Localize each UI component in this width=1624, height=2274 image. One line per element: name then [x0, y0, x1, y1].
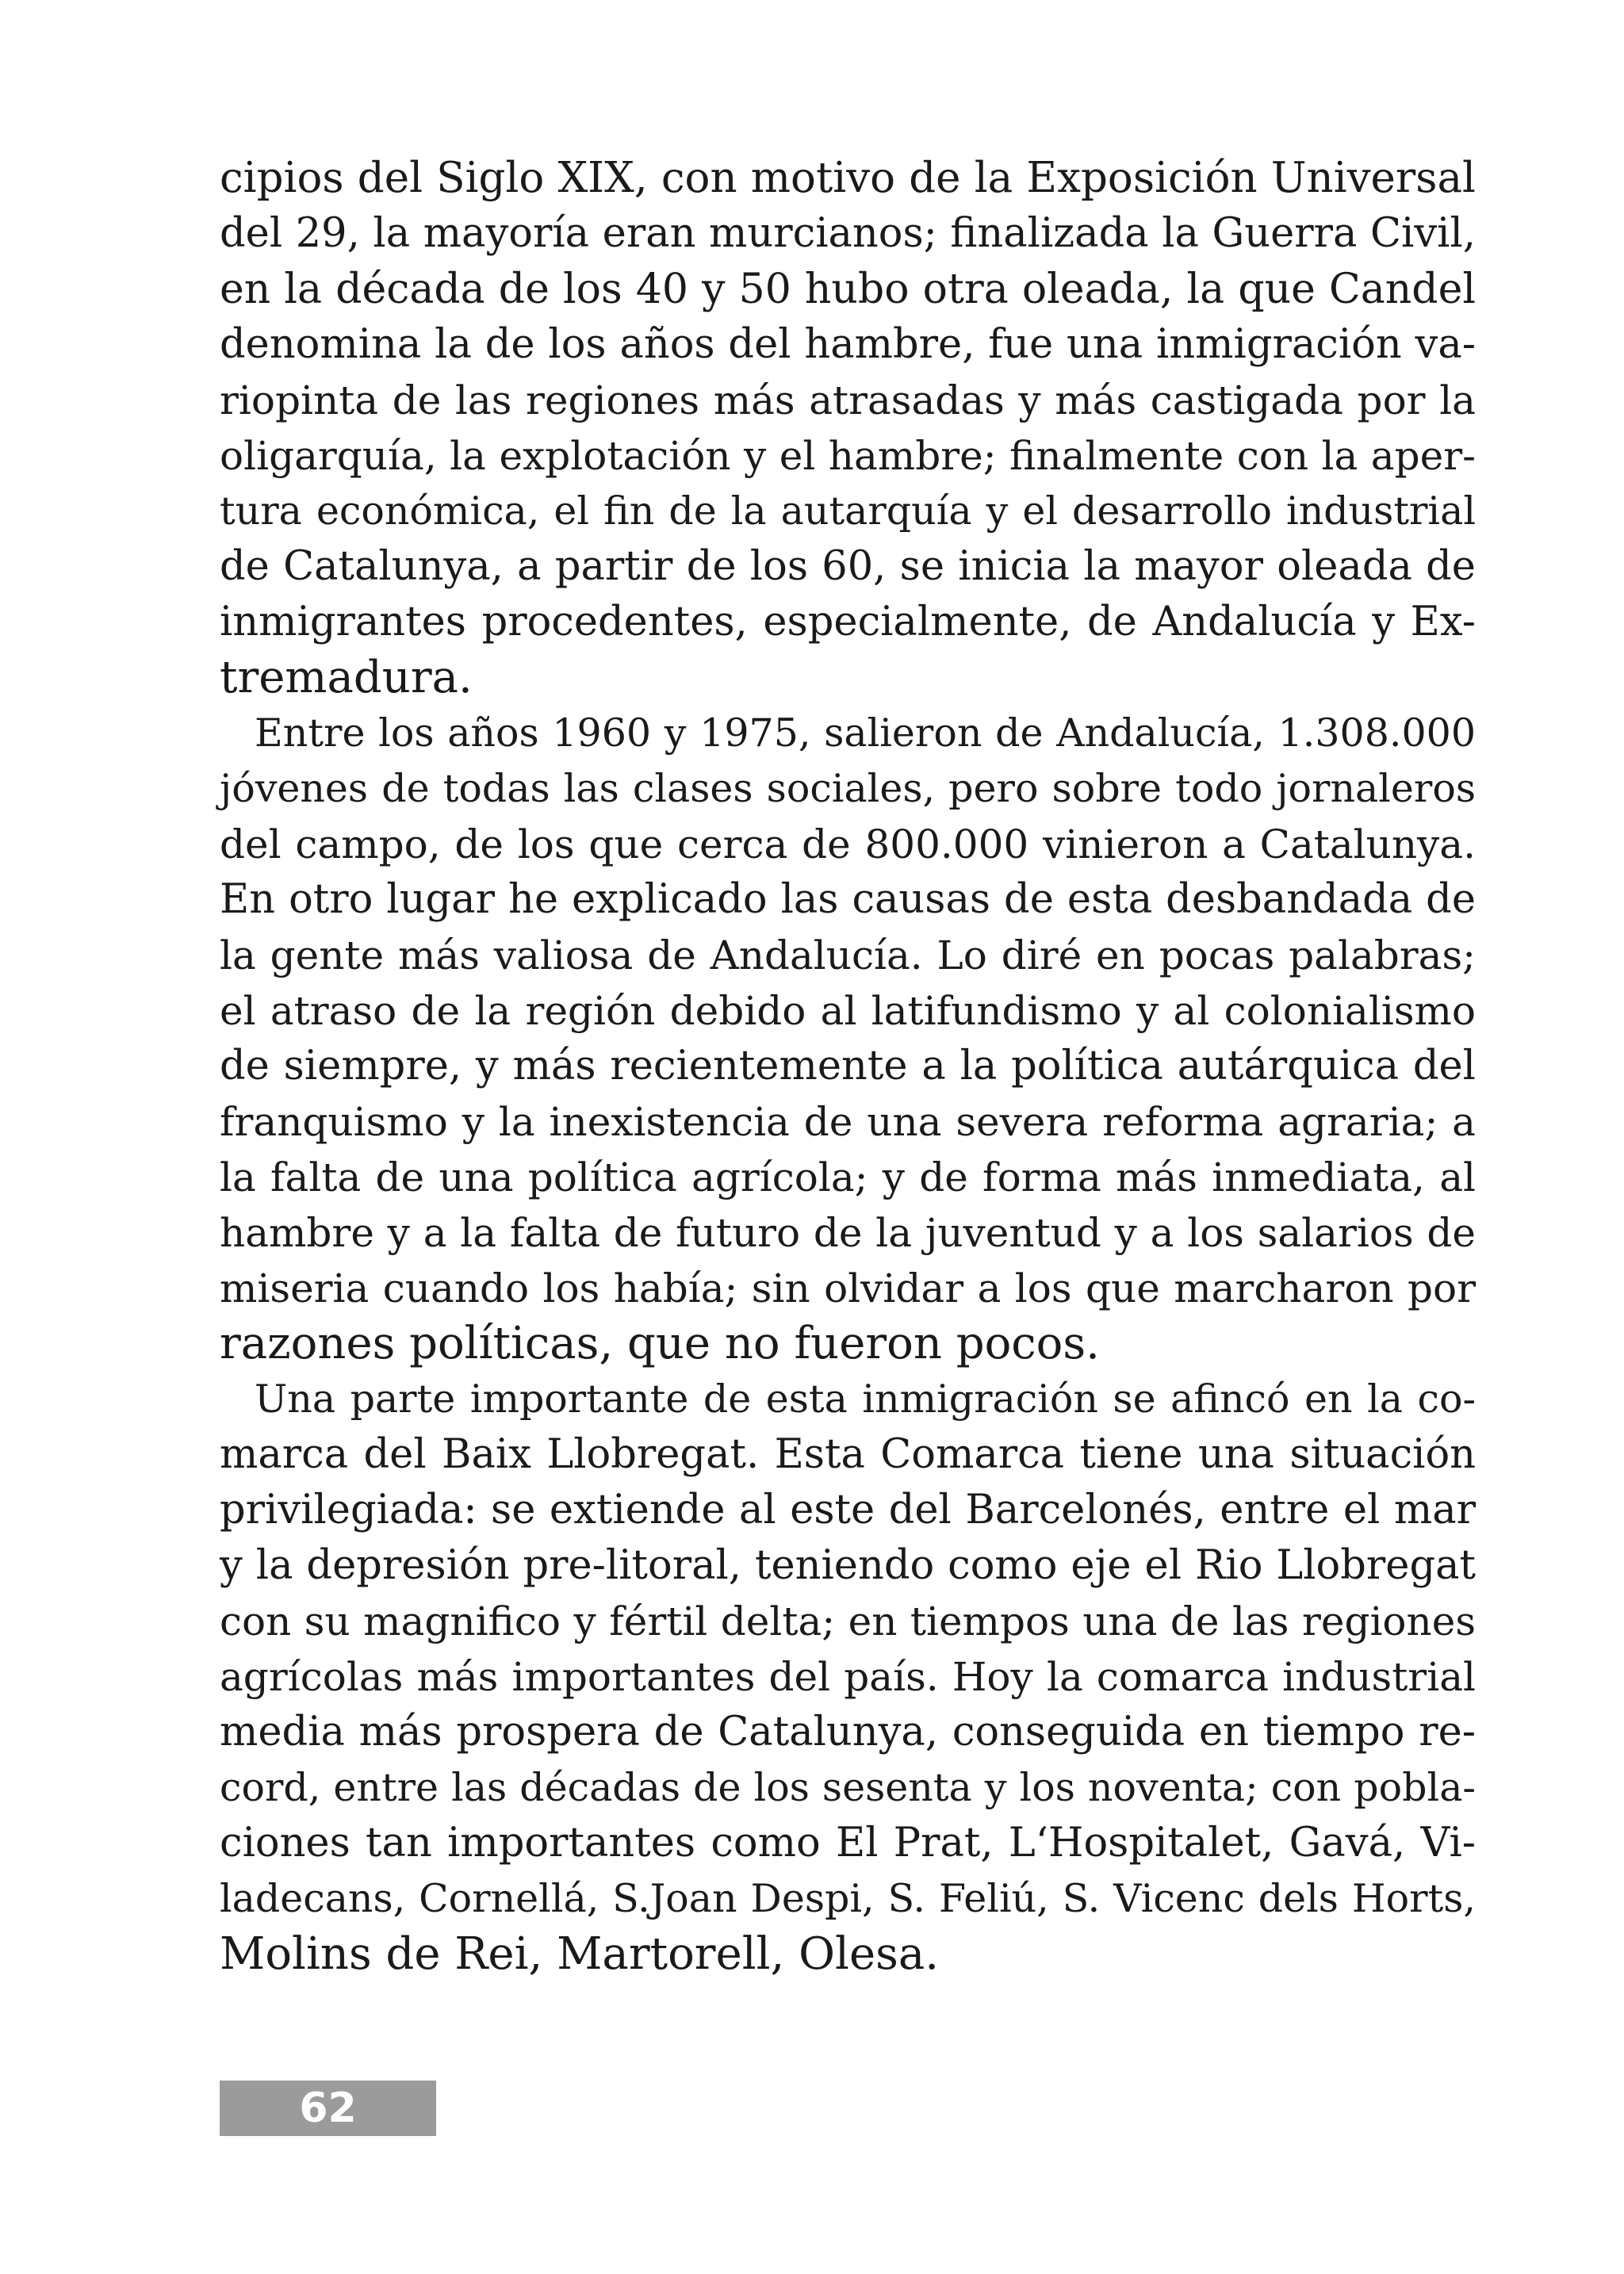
- paragraph: [220, 151, 1476, 706]
- text-line: ladecans, Cornellá, S.Joan Despi, S. Feliú, S. Vicenc dels Horts,: [220, 1876, 1476, 1921]
- text-line: cord, entre las décadas de los sesenta y los noventa; con pobla-: [220, 1765, 1476, 1810]
- text-line: y la depresión pre-litoral, teniendo como eje el Rio Llobregat: [220, 1542, 1476, 1589]
- text-line: del campo, de los que cerca de 800.000 vinieron a Catalunya.: [220, 821, 1476, 867]
- text-line: tura económica, el fin de la autarquía y el desarrollo industrial: [220, 488, 1476, 534]
- body-text: [220, 151, 1476, 1982]
- text-line: de siempre, y más recientemente a la política autárquica del: [220, 1043, 1476, 1089]
- text-line: cipios del Siglo XIX, con motivo de la Exposición Universal: [220, 154, 1476, 202]
- paragraph: [220, 1372, 1476, 1982]
- text-line: oligarquía, la explotación y el hambre; finalmente con la aper-: [220, 433, 1476, 479]
- text-line: Molins de Rei, Martorell, Olesa.: [220, 1928, 940, 1980]
- page-number-bar: [220, 2081, 436, 2136]
- paragraph: [220, 706, 1476, 1372]
- text-line: hambre y a la falta de futuro de la juventud y a los salarios de: [220, 1210, 1476, 1256]
- text-line: con su magnifico y fértil delta; en tiempos una de las regiones: [220, 1598, 1476, 1644]
- text-line: marca del Baix Llobregat. Esta Comarca tiene una situación: [220, 1431, 1476, 1478]
- text-line: miseria cuando los había; sin olvidar a los que marcharon por: [220, 1265, 1476, 1311]
- text-line: media más prospera de Catalunya, conseguida en tiempo re-: [220, 1709, 1476, 1755]
- text-line: tremadura.: [220, 652, 473, 703]
- text-line: inmigrantes procedentes, especialmente, de Andalucía y Ex-: [220, 599, 1476, 645]
- text-line: riopinta de las regiones más atrasadas y más castigada por la: [220, 377, 1476, 423]
- text-line: el atraso de la región debido al latifundismo y al colonialismo: [220, 988, 1476, 1034]
- text-line: la falta de una política agrícola; y de forma más inmediata, al: [220, 1154, 1476, 1200]
- text-line: franquismo y la inexistencia de una severa reforma agraria; a: [220, 1099, 1476, 1145]
- text-line: Una parte importante de esta inmigración se afincó en la co-: [255, 1376, 1476, 1422]
- text-line: de Catalunya, a partir de los 60, se inicia la mayor oleada de: [220, 543, 1476, 590]
- text-line: agrícolas más importantes del país. Hoy la comarca industrial: [220, 1654, 1476, 1700]
- text-line: denomina la de los años del hambre, fue una inmigración va-: [220, 321, 1476, 368]
- text-line: la gente más valiosa de Andalucía. Lo diré en pocas palabras;: [220, 932, 1476, 978]
- text-line: ciones tan importantes como El Prat, L‘Hospitalet, Gavá, Vi-: [220, 1820, 1476, 1866]
- text-line: En otro lugar he explicado las causas de esta desbandada de: [220, 876, 1476, 923]
- text-line: del 29, la mayoría eran murcianos; finalizada la Guerra Civil,: [220, 210, 1476, 257]
- text-line: en la década de los 40 y 50 hubo otra oleada, la que Candel: [220, 266, 1476, 313]
- page-number: 62: [299, 2084, 357, 2132]
- text-line: razones políticas, que no fueron pocos.: [220, 1318, 1100, 1369]
- text-line: Entre los años 1960 y 1975, salieron de Andalucía, 1.308.000: [255, 710, 1476, 756]
- text-line: jóvenes de todas las clases sociales, pero sobre todo jornaleros: [220, 766, 1476, 811]
- text-line: privilegiada: se extiende al este del Barcelonés, entre el mar: [220, 1487, 1476, 1533]
